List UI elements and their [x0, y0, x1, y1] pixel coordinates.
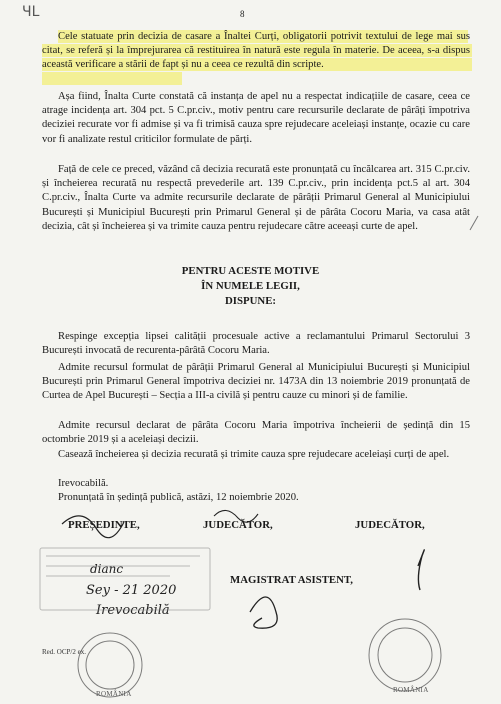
- page-number: 8: [240, 9, 245, 19]
- heading-line-1: PENTRU ACESTE MOTIVE: [181, 265, 320, 277]
- bureau-stamp: [40, 548, 210, 610]
- handwritten-note-1: dianc: [90, 562, 124, 576]
- paragraph-2: Așa fiind, Înalta Curte constată că instanța de apel nu a respectat indicațiile de casare, ceea ce atrage incidența art. 304 pct. 5 C.pr.civ., motiv pentru care recursurile declarate de pârâți împotriva deciziei recurate vor fi admise și va fi trimisă cauza spre rejudecare aceleiași instanțe, ocazie cu care vor fi analizate restul criticilor formulate de părți.: [42, 91, 470, 145]
- signature-scribble-judge-2: [418, 550, 424, 590]
- footer-reference: Red. OCP/2 ex.: [42, 648, 86, 656]
- signature-judge-2: JUDECĂTOR,: [355, 519, 425, 531]
- handwritten-note-2: Sey - 21 2020: [86, 583, 177, 598]
- corner-handwritten-mark: ЧL: [22, 4, 40, 20]
- round-stamp-right: [369, 619, 441, 691]
- margin-mark: [470, 216, 478, 230]
- signature-scribble-clerk: [250, 597, 277, 628]
- disposition-1: Respinge excepția lipsei calității procesuale active a reclamantului Primarul Sectorului 3 București invocată de recurenta-pârâtă Cocoru Maria.: [42, 331, 470, 357]
- handwritten-note-3: Irevocabilă: [96, 603, 170, 618]
- signature-president: PREȘEDINTE,: [68, 519, 140, 531]
- signature-scribble-president: [62, 516, 124, 538]
- disposition-3: Admite recursul declarat de pârâta Cocoru Maria împotriva încheierii de ședință din 15 octombrie 2019 și a aceleiași decizii.: [42, 420, 470, 446]
- heading-line-3: DISPUNE:: [225, 295, 276, 307]
- signature-scribble-judge: [214, 510, 258, 522]
- round-stamp-left: [78, 633, 142, 697]
- disposition-2: Admite recursul formulat de pârâții Primarul General al Municipiului București și Municipiul București prin Primarul General împotriva deciziei nr. 1473A din 13 noiembrie 2019 pronunțată de Curtea de Apel București – Secția a III-a civilă și pentru cauze cu minori și de familie.: [42, 362, 470, 402]
- paragraph-3: Față de cele ce preced, văzând că decizia recurată este pronunțată cu încălcarea art. 315 C.pr.civ. și încheierea recurată nu respectă prevederile art. 139 C.pr.civ., prin incidența pct.5 al art. 304 C.pr.civ., Înalta Curte va admite recursurile declarate de pârâții Primarul General al Municipiului București și Municipiul București prin Primarul General și de pârâta Cocoru Maria, va casa atât decizia, cât și încheierea și va trimite cauza pentru rejudecare către aceeași curte de apel.: [42, 164, 470, 232]
- signature-clerk: MAGISTRAT ASISTENT,: [230, 574, 354, 586]
- disposition-4: Casează încheierea și decizia recurată și trimite cauza spre rejudecare aceleiași curți de apel.: [58, 449, 450, 460]
- stamp-label-left: ROMÂNIA: [96, 690, 132, 698]
- stamp-label-right: ROMÂNIA: [393, 686, 429, 694]
- signature-judge-1: JUDECĂTOR,: [203, 519, 273, 531]
- disposition-5: Irevocabilă.: [58, 478, 109, 489]
- heading-line-2: ÎN NUMELE LEGII,: [201, 280, 300, 292]
- paragraph-1: Cele statuate prin decizia de casare a Înaltei Curți, obligatorii potrivit textului de lege mai sus citat, se referă și la împrejurarea că restituirea în natură este regula în materie. De aceea, s-a dispus această verificare a stării de fapt și nu a ceea ce rezultă din scripte.: [42, 31, 470, 71]
- disposition-6: Pronunțată în ședință publică, astăzi, 12 noiembrie 2020.: [58, 492, 299, 503]
